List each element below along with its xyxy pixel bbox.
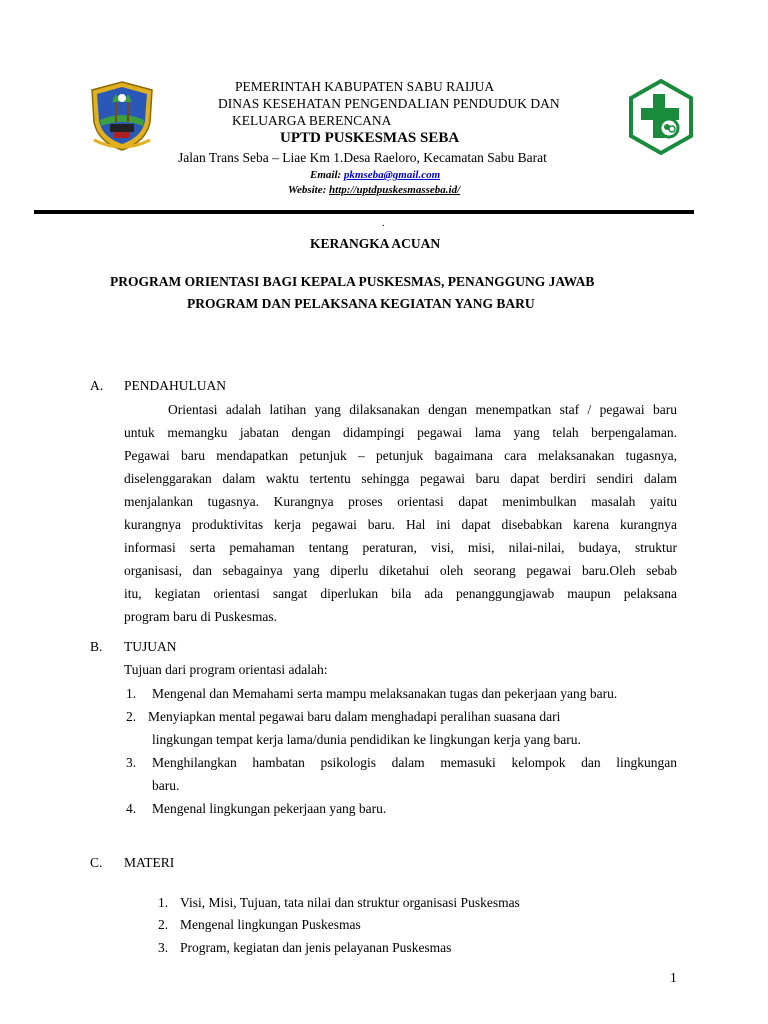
document-subtitle-1: PROGRAM ORIENTASI BAGI KEPALA PUSKESMAS, PENANGGUNG JAWAB bbox=[110, 274, 595, 289]
paragraph-line: diselenggarakan dalam waktu tertentu sehingga pegawai baru dapat berdiri sendiri dalam bbox=[124, 471, 677, 486]
list-item-line: Menghilangkan hambatan psikologis dalam memasuki kelompok dan lingkungan bbox=[152, 755, 677, 770]
header-address: Jalan Trans Seba – Liae Km 1.Desa Raeloro, Kecamatan Sabu Barat bbox=[178, 150, 547, 165]
header-divider bbox=[34, 210, 694, 214]
list-item-number: 4. bbox=[126, 801, 137, 816]
section-b-letter: B. bbox=[90, 639, 103, 654]
kabupaten-emblem-icon bbox=[88, 80, 156, 152]
list-item-continuation: baru. bbox=[152, 778, 180, 793]
email-label: Email: bbox=[310, 169, 342, 181]
header-line-2: DINAS KESEHATAN PENGENDALIAN PENDUDUK DAN bbox=[218, 96, 560, 111]
section-a-paragraph bbox=[124, 398, 677, 628]
paragraph-line: informasi serta pemahaman tentang peraturan, visi, misi, nilai-nilai, budaya, struktur bbox=[124, 540, 677, 555]
paragraph-line: organisasi, dan sebagainya yang diperlu diketahui oleh seorang pegawai baru.Oleh sebab bbox=[124, 563, 677, 578]
list-item-text: Menyiapkan mental pegawai baru dalam menghadapi peralihan suasana dari bbox=[148, 709, 561, 724]
header-website bbox=[288, 184, 460, 196]
list-item-number: 3. bbox=[158, 940, 169, 955]
header-line-3: KELUARGA BERENCANA bbox=[232, 113, 392, 128]
paragraph-line: kurangnya produktivitas kerja pegawai baru. Hal ini dapat disebabkan karena kurangnya bbox=[124, 517, 677, 532]
email-link[interactable]: pkmseba@gmail.com bbox=[343, 169, 441, 181]
list-item-number: 2. bbox=[158, 917, 169, 932]
list-item-number: 1. bbox=[158, 895, 169, 910]
section-a-title: PENDAHULUAN bbox=[124, 378, 226, 393]
page-number: 1 bbox=[670, 970, 677, 985]
paragraph-line: Orientasi adalah latihan yang dilaksanakan dengan menempatkan staf / pegawai baru bbox=[168, 402, 677, 417]
document-heading: KERANGKA ACUAN bbox=[310, 236, 441, 251]
website-link[interactable]: http://uptdpuskesmasseba.id/ bbox=[329, 184, 461, 196]
section-c-letter: C. bbox=[90, 855, 103, 870]
header-email bbox=[310, 169, 440, 181]
section-b-intro: Tujuan dari program orientasi adalah: bbox=[124, 662, 328, 677]
paragraph-line: menjalankan tugasnya. Kurangnya proses orientasi dapat menimbulkan masalah yaitu bbox=[124, 494, 677, 509]
list-item-continuation: lingkungan tempat kerja lama/dunia pendidikan ke lingkungan kerja yang baru. bbox=[152, 732, 581, 747]
section-a-letter: A. bbox=[90, 378, 104, 393]
list-item-number: 3. bbox=[126, 755, 137, 770]
list-item-number: 2. bbox=[126, 709, 137, 724]
section-c-title: MATERI bbox=[124, 855, 175, 870]
list-item-text: Mengenal lingkungan Puskesmas bbox=[180, 917, 361, 932]
paragraph-line: itu, kegiatan orientasi sangat diperlukan bila ada penanggungjawab maupun pelaksana bbox=[124, 586, 677, 601]
list-item-text: Mengenal lingkungan pekerjaan yang baru. bbox=[152, 801, 387, 816]
website-label: Website: bbox=[288, 184, 327, 196]
paragraph-line: Pegawai baru mendapatkan petunjuk – petunjuk bagaimana cara melaksanakan tugasnya, bbox=[124, 448, 677, 463]
document-subtitle-2: PROGRAM DAN PELAKSANA KEGIATAN YANG BARU bbox=[187, 296, 535, 311]
header-dot: . bbox=[382, 217, 385, 229]
puskesmas-logo-icon bbox=[627, 78, 695, 156]
list-item-text: Visi, Misi, Tujuan, tata nilai dan struktur organisasi Puskesmas bbox=[180, 895, 520, 910]
list-item-text bbox=[152, 751, 677, 797]
header-line-1: PEMERINTAH KABUPATEN SABU RAIJUA bbox=[235, 79, 495, 94]
list-item-text: Program, kegiatan dan jenis pelayanan Puskesmas bbox=[180, 940, 452, 955]
list-item-text: Mengenal dan Memahami serta mampu melaksanakan tugas dan pekerjaan yang baru. bbox=[152, 686, 618, 701]
section-b-title: TUJUAN bbox=[124, 639, 177, 654]
paragraph-line: untuk memangku jabatan dengan didampingi pegawai lama yang telah berpengalaman. bbox=[124, 425, 677, 440]
paragraph-line: program baru di Puskesmas. bbox=[124, 609, 277, 624]
header-title: UPTD PUSKESMAS SEBA bbox=[280, 130, 460, 146]
list-item-number: 1. bbox=[126, 686, 137, 701]
